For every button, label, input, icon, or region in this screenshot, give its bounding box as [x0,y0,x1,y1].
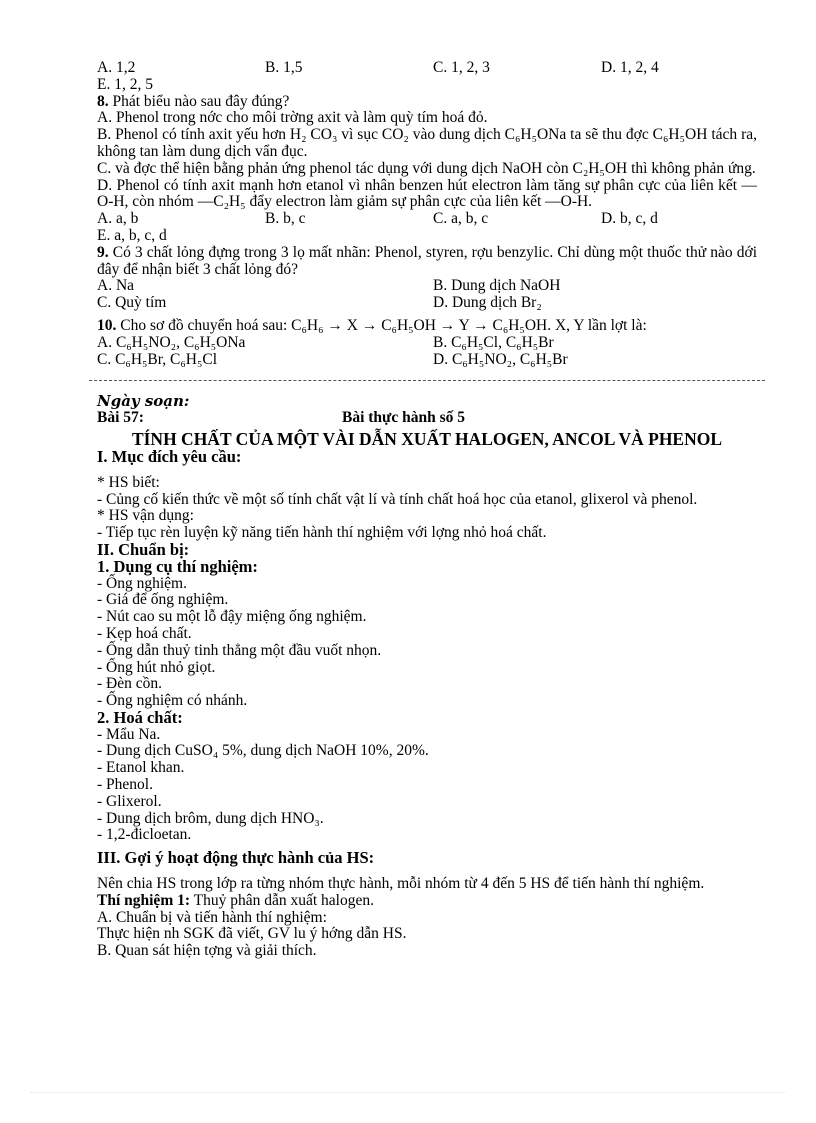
q9-answer-row [97,278,757,295]
q7-answer-row [97,60,757,77]
question-10 [97,318,757,335]
question-text: Cho sơ đồ chuyển hoá sau: C₆H₆ → X → C₆H₅OH → Y → C₆H₅OH. X, Y lần lợt là: [120,316,647,334]
answer-d: D. b, c, d [601,210,658,228]
list-item: - Ống dẫn thuỷ tinh thẳng một đầu vuốt nhọn. [97,641,382,659]
answer-c: C. a, b, c [433,210,489,228]
answer-d: D. Dung dịch Br₂ [433,294,542,312]
document-page [97,60,757,960]
answer-e: E. a, b, c, d [97,226,167,244]
list-item: - Etanol khan. [97,759,185,777]
q10-answer-row [97,335,757,352]
answer-b: B. 1,5 [265,59,303,76]
statement: C. và đợc thể hiện bằng phản ứng phenol tác dụng với dung dịch NaOH còn C₂H₅OH thì không phản ứng. [97,159,756,177]
question-number: 10. [97,316,117,334]
answer-a: A. Na [97,277,135,295]
text-line: - Củng cố kiến thức về một số tính chất vật lí và tính chất hoá học của etanol, glixerol và phenol. [97,490,698,508]
subsection-title: 2. Hoá chất: [97,707,183,727]
experiment-line [97,893,757,910]
answer-b: B. Dung dịch NaOH [433,277,561,295]
lesson-number: Bài 57: [97,409,144,427]
list-item: - Ống hút nhỏ giọt. [97,658,216,676]
answer-b: B. b, c [265,210,306,228]
list-item: - Glixerol. [97,792,162,810]
text-line: A. Chuẩn bị và tiến hành thí nghiệm: [97,908,327,926]
list-item: - Phenol. [97,776,153,794]
q8-answer-row [97,211,757,228]
question-text: Phát biểu nào sau đây đúng? [112,92,290,110]
experiment-label: Thí nghiệm 1: [97,891,191,909]
statement: A. Phenol trong nớc cho môi trờng axit và làm quỳ tím hoá đỏ. [97,109,488,127]
answer-c: C. Quỳ tím [97,294,167,312]
list-item: - Giá để ống nghiệm. [97,591,229,609]
answer-d: D. C₆H₅NO₂, C₆H₅Br [433,350,568,368]
q10-answer-row [97,352,757,369]
paragraph: Nên chia HS trong lớp ra từng nhóm thực hành, mỗi nhóm từ 4 đến 5 HS để tiến hành thí nghiệm. [97,875,705,893]
text-line: B. Quan sát hiện tợng và giải thích. [97,942,317,960]
answer-c: C. 1, 2, 3 [433,59,490,76]
answer-c: C. C₆H₅Br, C₆H₅Cl [97,350,218,368]
question-8 [97,94,757,111]
text-line: * HS biết: [97,473,160,491]
list-item: - 1,2-đicloetan. [97,826,192,844]
section-title: I. Mục đích yêu cầu: [97,446,242,466]
question-number: 9. [97,243,109,261]
q9-answer-row [97,295,757,312]
statement: B. Phenol có tính axit yếu hơn H₂ CO₃ vì sục CO₂ vào dung dịch C₆H₅ONa ta sẽ thu đợc C₆H₅OH tách ra, không tan làm dung dịch vẩn đục. [97,126,757,160]
question-9 [97,245,757,279]
answer-e: E. 1, 2, 5 [97,75,153,93]
list-item: - Ống nghiệm. [97,574,187,592]
question-number: 8. [97,92,109,110]
lesson-header [97,410,757,427]
date-label: Ngày soạn: [97,392,190,411]
list-item: - Nút cao su một lỗ đậy miệng ống nghiệm. [97,608,367,626]
list-item: - Ống nghiệm có nhánh. [97,692,248,710]
lesson-title: Bài thực hành số 5 [342,409,466,427]
statement: D. Phenol có tính axit mạnh hơn etanol vì nhân benzen hút electron làm tăng sự phân cực của liên kết —O-H, còn nhóm —C₂H₅ đẩy electron làm giảm sự phân cực của liên kết —O-H. [97,176,757,211]
section-divider [89,380,765,381]
list-item: - Đèn cồn. [97,675,162,693]
answer-d: D. 1, 2, 4 [601,59,659,76]
section-title: II. Chuẩn bị: [97,539,190,559]
section-title: III. Gợi ý hoạt động thực hành của HS: [97,848,375,868]
lesson-heading: TÍNH CHẤT CỦA MỘT VÀI DẪN XUẤT HALOGEN, ANCOL VÀ PHENOL [131,428,723,449]
answer-a: A. 1,2 [97,59,136,76]
page-bottom-rule [30,1092,786,1093]
subsection-title: 1. Dụng cụ thí nghiệm: [97,556,258,576]
list-item: - Dung dịch brôm, dung dịch HNO₃. [97,809,324,827]
experiment-title: Thuỷ phân dẫn xuất halogen. [190,891,374,909]
text-line: Thực hiện nh SGK đã viết, GV lu ý hớng dẫn HS. [97,925,407,943]
answer-a: A. a, b [97,210,139,228]
text-line: - Tiếp tục rèn luyện kỹ năng tiến hành thí nghiệm với lợng nhỏ hoá chất. [97,524,547,542]
text-line: * HS vận dụng: [97,507,194,525]
answer-a: A. C₆H₅NO₂, C₆H₅ONa [97,333,246,351]
list-item: - Mẩu Na. [97,725,161,743]
list-item: - Dung dịch CuSO₄ 5%, dung dịch NaOH 10%, 20%. [97,742,429,760]
question-text: Có 3 chất lỏng đựng trong 3 lọ mất nhãn: Phenol, styren, rợu benzylic. Chỉ dùng một thuốc thử nào dới đây để nhận biết 3 chất lỏng đó? [97,243,757,278]
answer-b: B. C₆H₅Cl, C₆H₅Br [433,333,554,351]
list-item: - Kẹp hoá chất. [97,624,192,642]
